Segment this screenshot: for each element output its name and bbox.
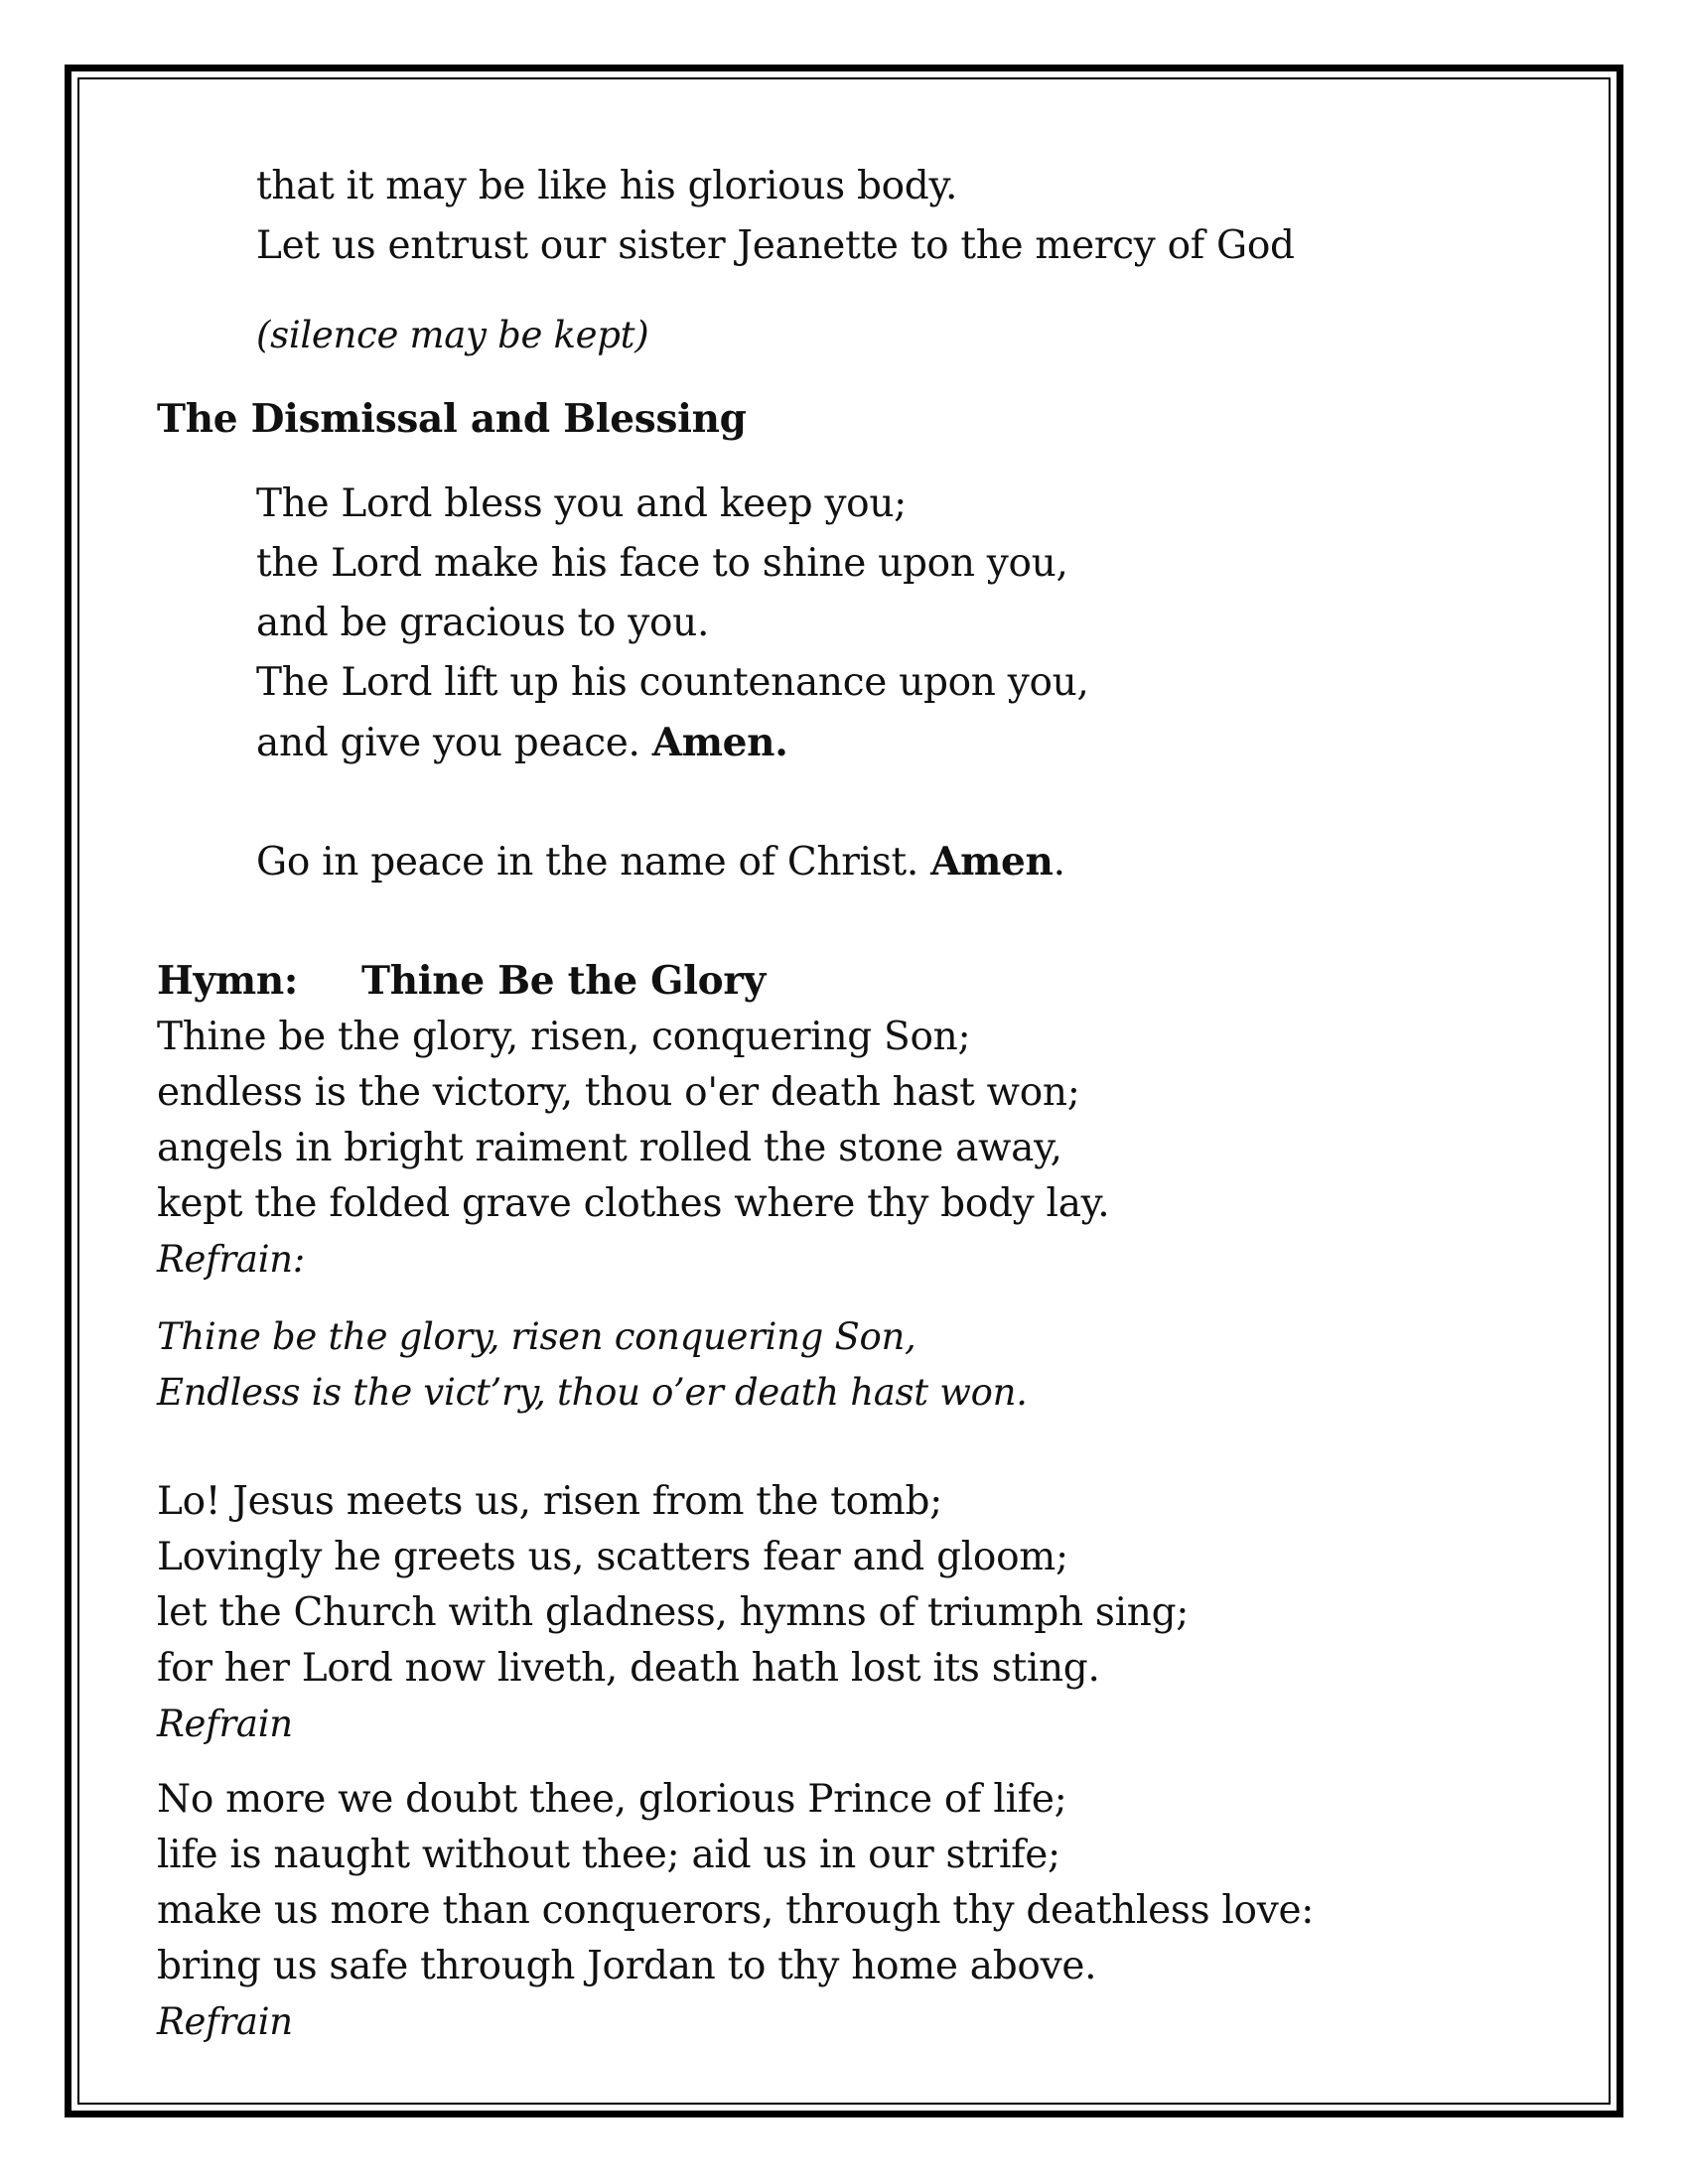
period: .	[1053, 840, 1065, 885]
go-in-peace-text: Go in peace in the name of Christ.	[256, 840, 918, 885]
refrain-line: Endless is the vict’ry, thou o’er death hast won.	[157, 1371, 1028, 1414]
hymn-heading	[157, 956, 766, 1006]
hymn-line: make us more than conquerors, through thy deathless love:	[157, 1888, 1315, 1933]
blessing-line: and be gracious to you.	[256, 601, 710, 645]
refrain-label: Refrain	[157, 2000, 293, 2043]
hymn-line: Lo! Jesus meets us, risen from the tomb;	[157, 1479, 943, 1524]
hymn-line: angels in bright raiment rolled the stone away,	[157, 1126, 1062, 1170]
refrain-line: Thine be the glory, risen conquering Son,	[157, 1315, 916, 1358]
hymn-line: endless is the victory, thou o'er death hast won;	[157, 1070, 1080, 1115]
hymn-title: Thine Be the Glory	[361, 958, 766, 1004]
amen-response: Amen	[930, 839, 1054, 885]
hymn-line: kept the folded grave clothes where thy body lay.	[157, 1181, 1110, 1226]
hymn-line: life is naught without thee; aid us in our strife;	[157, 1833, 1060, 1877]
silence-rubric: (silence may be kept)	[256, 314, 649, 356]
dismissal-heading: The Dismissal and Blessing	[157, 396, 747, 442]
refrain-label: Refrain	[157, 1703, 293, 1745]
committal-line: Let us entrust our sister Jeanette to the mercy of God	[256, 223, 1295, 268]
blessing-line: the Lord make his face to shine upon you,	[256, 541, 1068, 586]
hymn-line: No more we doubt thee, glorious Prince of life;	[157, 1777, 1067, 1822]
hymn-label: Hymn:	[157, 958, 299, 1004]
hymn-line: Thine be the glory, risen, conquering Son;	[157, 1015, 971, 1059]
hymn-line: Lovingly he greets us, scatters fear and gloom;	[157, 1535, 1068, 1579]
blessing-line: The Lord lift up his countenance upon you,	[256, 660, 1089, 705]
blessing-line: The Lord bless you and keep you;	[256, 481, 908, 526]
hymn-line: let the Church with gladness, hymns of triumph sing;	[157, 1590, 1190, 1635]
go-in-peace-line	[256, 837, 1065, 887]
blessing-line	[256, 718, 788, 768]
hymn-line: for her Lord now liveth, death hath lost its sting.	[157, 1646, 1100, 1691]
amen-response: Amen.	[651, 720, 788, 765]
hymn-line: bring us safe through Jordan to thy home above.	[157, 1944, 1097, 1988]
committal-line: that it may be like his glorious body.	[256, 164, 958, 208]
refrain-label: Refrain:	[157, 1238, 305, 1281]
blessing-text: and give you peace.	[256, 721, 640, 765]
